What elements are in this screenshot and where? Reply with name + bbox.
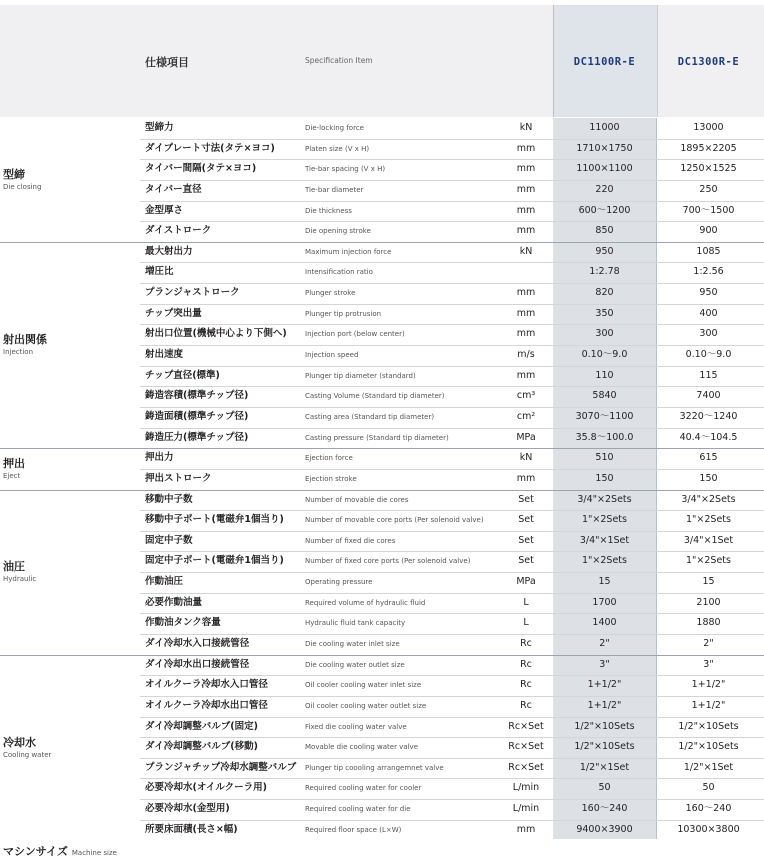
spec-item-jp: 型締力 <box>145 122 174 133</box>
spec-unit: kN <box>519 452 533 464</box>
spec-item-en: Plunger tip diameter (standard) <box>305 371 416 380</box>
model-dc1300r-e: DC1300R-E <box>677 56 740 68</box>
spec-unit: Rc <box>520 699 532 711</box>
spec-item-jp: 増圧比 <box>145 266 174 278</box>
value-dc1300r-e: 400 <box>699 307 718 319</box>
value-dc1300r-e: 1/2"×10Sets <box>678 720 739 732</box>
value-dc1300r-e: 1/2"×10Sets <box>678 741 739 753</box>
spec-unit: mm <box>516 472 536 484</box>
value-dc1300r-e: 1+1/2" <box>691 679 726 691</box>
table-row <box>140 469 764 490</box>
table-row <box>140 407 764 428</box>
spec-item-jp: ダイ冷却水出口接続管径 <box>145 658 250 670</box>
spec-unit: Rc×Set <box>508 761 544 773</box>
spec-unit: mm <box>516 225 536 237</box>
spec-unit: mm <box>516 142 536 154</box>
spec-item-en: Die thickness <box>305 206 352 215</box>
value-dc1100r-e: 110 <box>595 369 614 381</box>
table-row <box>140 572 764 593</box>
spec-item-en: Casting Volume (Standard tip diameter) <box>305 392 445 401</box>
value-dc1300r-e: 615 <box>699 452 718 464</box>
value-dc1100r-e: 160～240 <box>581 803 628 815</box>
spec-unit: L/min <box>512 803 540 815</box>
value-dc1100r-e: 35.8～100.0 <box>575 431 634 443</box>
spec-item-en: Fixed die cooling water valve <box>305 722 407 731</box>
value-dc1100r-e: 1/2"×10Sets <box>574 720 635 732</box>
value-dc1100r-e: 350 <box>595 307 614 319</box>
group-label <box>3 455 25 480</box>
spec-unit: mm <box>516 823 536 835</box>
value-dc1300r-e: 900 <box>699 225 718 237</box>
group-label-en: Cooling water <box>3 750 52 759</box>
value-dc1300r-e: 1895×2205 <box>680 142 737 154</box>
table-row <box>140 242 764 263</box>
spec-item-jp: 射出口位置(機械中心より下側へ) <box>145 328 287 340</box>
table-row <box>140 386 764 407</box>
spec-unit: Rc <box>520 679 532 691</box>
spec-unit: MPa <box>516 431 536 443</box>
spec-item-en: Injection speed <box>305 351 359 360</box>
spec-unit: Set <box>518 555 534 567</box>
spec-item-en: Casting pressure (Standard tip diameter) <box>305 433 449 442</box>
value-dc1100r-e: 1/2"×1Set <box>579 761 630 773</box>
spec-item-en: Platen size (V x H) <box>305 144 370 153</box>
table-row <box>140 696 764 717</box>
spec-item-jp: チップ直径(標準) <box>145 369 220 381</box>
value-dc1100r-e: 1700 <box>592 596 617 608</box>
group-label-en: Die closing <box>3 182 42 191</box>
spec-item-jp: 必要冷却水(金型用) <box>145 803 230 815</box>
spec-item-en: Oil cooler cooling water inlet size <box>305 681 422 690</box>
spec-item-jp: 金型厚さ <box>145 204 184 216</box>
spec-item-jp: 鋳造圧力(標準チップ径) <box>145 431 249 443</box>
table-row <box>140 737 764 758</box>
value-dc1100r-e: 9400×3900 <box>576 823 633 835</box>
table-row <box>140 139 764 160</box>
group-label <box>3 734 51 759</box>
value-dc1300r-e: 10300×3800 <box>677 823 740 835</box>
value-dc1300r-e: 7400 <box>696 390 721 402</box>
value-dc1300r-e: 150 <box>699 472 718 484</box>
spec-item-jp: 押出ストローク <box>145 472 212 484</box>
value-dc1100r-e: 50 <box>598 782 611 794</box>
group-label-en: Eject <box>3 471 21 480</box>
spec-item-en: Movable die cooling water valve <box>305 743 418 752</box>
spec-item-jp: 移動中子数 <box>145 493 193 505</box>
group-label-jp: 押出 <box>3 456 25 470</box>
value-dc1300r-e: 3/4"×1Set <box>683 534 734 546</box>
value-dc1300r-e: 40.4～104.5 <box>679 431 738 443</box>
value-dc1100r-e: 3070～1100 <box>575 410 634 422</box>
value-dc1300r-e: 1:2.56 <box>693 266 724 278</box>
spec-unit: mm <box>516 369 536 381</box>
table-row <box>140 180 764 201</box>
spec-item-en: Operating pressure <box>305 578 373 587</box>
value-dc1100r-e: 1"×2Sets <box>582 555 627 567</box>
spec-item-en: Intensification ratio <box>305 268 373 277</box>
value-dc1100r-e: 950 <box>595 245 614 257</box>
spec-item-jp: 移動中子ポート(電磁弁1個当り) <box>145 514 284 526</box>
table-row <box>140 118 764 139</box>
table-row <box>140 531 764 552</box>
value-dc1100r-e: 820 <box>595 287 614 299</box>
spec-item-jp: ダイストローク <box>145 225 212 237</box>
table-row <box>140 366 764 387</box>
spec-item-jp: 鋳造面積(標準チップ径) <box>145 410 249 422</box>
table-row <box>140 283 764 304</box>
spec-unit: L/min <box>512 782 540 794</box>
value-dc1300r-e: 1+1/2" <box>691 699 726 711</box>
value-dc1100r-e: 1:2.78 <box>589 266 620 278</box>
group-label <box>3 558 36 583</box>
table-row <box>140 201 764 222</box>
value-dc1300r-e: 1/2"×1Set <box>683 761 734 773</box>
spec-item-jp: 鋳造容積(標準チップ径) <box>145 390 249 402</box>
spec-item-en: Die cooling water outlet size <box>305 660 405 669</box>
spec-item-en: Number of fixed core ports (Per solenoid valve) <box>305 557 471 566</box>
table-row <box>140 593 764 614</box>
value-dc1300r-e: 1"×2Sets <box>686 555 731 567</box>
spec-unit: kN <box>519 122 533 133</box>
value-dc1300r-e: 2100 <box>696 596 721 608</box>
spec-unit: Set <box>518 493 534 505</box>
table-row <box>140 758 764 779</box>
table-row <box>140 221 764 242</box>
spec-unit: mm <box>516 328 536 340</box>
spec-item-jp: 射出速度 <box>145 349 184 361</box>
value-dc1300r-e: 160～240 <box>685 803 732 815</box>
value-dc1300r-e: 300 <box>699 328 718 340</box>
value-dc1100r-e: 3" <box>599 658 610 670</box>
spec-unit: mm <box>516 307 536 319</box>
table-row <box>140 345 764 366</box>
value-dc1100r-e: 300 <box>595 328 614 340</box>
value-dc1100r-e: 150 <box>595 472 614 484</box>
value-dc1100r-e: 1+1/2" <box>587 699 622 711</box>
spec-unit: cm² <box>516 410 536 422</box>
value-dc1100r-e: 600～1200 <box>578 204 631 216</box>
spec-unit: mm <box>516 163 536 175</box>
value-dc1300r-e: 2" <box>703 638 714 649</box>
table-row <box>140 820 764 841</box>
spec-item-jp: オイルクーラ冷却水入口管径 <box>145 679 268 691</box>
spec-unit: kN <box>519 245 533 257</box>
spec-item-en: Maximum injection force <box>305 247 392 256</box>
value-dc1300r-e: 3" <box>703 658 714 670</box>
table-row <box>140 324 764 345</box>
spec-unit: L <box>523 617 529 629</box>
spec-item-en: Required cooling water for cooler <box>305 784 422 793</box>
value-dc1300r-e: 3/4"×2Sets <box>681 493 736 505</box>
table-row <box>140 675 764 696</box>
spec-item-en: Die-locking force <box>305 124 364 132</box>
spec-unit: L <box>523 596 529 608</box>
value-dc1100r-e: 1/2"×10Sets <box>574 741 635 753</box>
value-dc1100r-e: 1"×2Sets <box>582 514 627 526</box>
group-label-en: Injection <box>3 348 34 357</box>
spec-unit: MPa <box>516 576 536 588</box>
group-label-jp: 射出関係 <box>3 333 47 347</box>
spec-item-jp: チップ突出量 <box>145 307 202 319</box>
value-dc1300r-e: 1085 <box>696 245 721 257</box>
spec-item-en: Ejection stroke <box>305 474 357 483</box>
spec-unit: Rc <box>520 658 532 670</box>
value-dc1100r-e: 220 <box>595 183 614 195</box>
group-label <box>3 331 47 356</box>
spec-item-jp: 作動油圧 <box>145 576 184 588</box>
value-dc1100r-e: 1100×1100 <box>576 163 633 175</box>
table-row <box>140 262 764 283</box>
value-dc1100r-e: 11000 <box>589 122 620 133</box>
spec-unit: mm <box>516 287 536 299</box>
spec-item-jp: 固定中子ポート(電磁弁1個当り) <box>145 555 284 567</box>
spec-item-en: Required volume of hydraulic fluid <box>305 598 426 607</box>
value-dc1100r-e: 850 <box>595 225 614 237</box>
table-row <box>140 551 764 572</box>
spec-item-jp: 押出力 <box>145 452 174 464</box>
spec-item-en: Tie-bar diameter <box>305 185 364 194</box>
spec-item-en: Casting area (Standard tip diameter) <box>305 412 435 421</box>
value-dc1100r-e: 3/4"×1Set <box>579 534 630 546</box>
value-dc1300r-e: 15 <box>702 576 715 588</box>
spec-item-en: Number of movable die cores <box>305 495 409 504</box>
value-dc1300r-e: 3220～1240 <box>679 410 738 422</box>
spec-item-jp: 最大射出力 <box>145 245 193 257</box>
value-dc1300r-e: 0.10～9.0 <box>685 349 732 361</box>
spec-unit: cm³ <box>516 390 536 402</box>
spec-item-en: Ejection force <box>305 454 353 463</box>
table-row <box>140 778 764 799</box>
table-row <box>140 655 764 676</box>
spec-item-en: Die opening stroke <box>305 227 371 236</box>
table-row <box>140 159 764 180</box>
value-dc1300r-e: 115 <box>699 369 718 381</box>
value-dc1100r-e: 1710×1750 <box>576 142 633 154</box>
group-label-jp: マシンサイズ <box>3 845 68 859</box>
value-dc1100r-e: 1400 <box>592 617 617 629</box>
spec-item-en: Hydraulic fluid tank capacity <box>305 619 406 628</box>
value-dc1300r-e: 700～1500 <box>682 204 735 216</box>
spec-item-jp: 固定中子数 <box>145 534 193 546</box>
spec-item-en: Plunger tip coooling arrangemnet valve <box>305 763 444 772</box>
table-row <box>140 510 764 531</box>
group-label <box>3 840 117 861</box>
group-label <box>3 166 41 191</box>
group-label-en: Hydraulic <box>3 575 37 584</box>
spec-unit: mm <box>516 183 536 195</box>
value-dc1300r-e: 13000 <box>693 122 724 133</box>
spec-item-jp: 作動油タンク容量 <box>145 617 221 629</box>
spec-unit: Set <box>518 514 534 526</box>
header-item-jp: 仕様項目 <box>145 56 189 69</box>
spec-item-en: Oil cooler cooling water outlet size <box>305 701 427 710</box>
spec-item-en: Plunger tip protrusion <box>305 309 382 318</box>
value-dc1100r-e: 510 <box>595 452 614 464</box>
value-dc1100r-e: 5840 <box>592 390 617 402</box>
spec-unit: Set <box>518 534 534 546</box>
spec-item-jp: プランジャストローク <box>145 287 240 299</box>
model-dc1100r-e: DC1100R-E <box>573 56 636 68</box>
value-dc1100r-e: 15 <box>598 576 611 588</box>
spec-item-jp: 必要冷却水(オイルクーラ用) <box>145 782 268 794</box>
spec-unit: Rc×Set <box>508 741 544 753</box>
value-dc1300r-e: 1880 <box>696 617 721 629</box>
spec-item-en: Required cooling water for die <box>305 805 411 814</box>
spec-item-en: Injection port (below center) <box>305 330 405 339</box>
spec-item-en: Tie-bar spacing (V x H) <box>305 165 386 174</box>
table-row <box>140 490 764 511</box>
spec-item-en: Plunger stroke <box>305 289 356 298</box>
table-row <box>140 717 764 738</box>
spec-item-jp: ダイプレート寸法(タテ×ヨコ) <box>145 142 275 154</box>
spec-item-jp: ダイ冷却水入口接続管径 <box>145 638 250 649</box>
value-dc1100r-e: 3/4"×2Sets <box>577 493 632 505</box>
group-label-jp: 冷却水 <box>3 735 36 749</box>
table-row <box>140 613 764 634</box>
value-dc1300r-e: 50 <box>702 782 715 794</box>
spec-item-jp: オイルクーラ冷却水出口管径 <box>145 699 268 711</box>
table-row <box>140 304 764 325</box>
group-label-en: Machine size <box>71 849 117 858</box>
spec-item-jp: タイバー直径 <box>145 183 202 195</box>
spec-item-en: Required floor space (L×W) <box>305 825 402 834</box>
spec-item-en: Number of fixed die cores <box>305 536 396 545</box>
header-item-en: Specification Item <box>305 56 373 65</box>
spec-unit: mm <box>516 204 536 216</box>
value-dc1300r-e: 1250×1525 <box>680 163 737 175</box>
spec-item-jp: 所要床面積(長さ×幅) <box>145 823 238 835</box>
table-row <box>140 634 764 655</box>
spec-item-en: Number of movable core ports (Per solenoid valve) <box>305 516 484 525</box>
spec-unit <box>502 262 550 283</box>
value-dc1300r-e: 250 <box>699 183 718 195</box>
spec-item-jp: ダイ冷却調整バルブ(固定) <box>145 720 258 732</box>
spec-unit: m/s <box>517 349 535 361</box>
spec-item-jp: 必要作動油量 <box>145 596 203 608</box>
spec-item-jp: タイバー間隔(タテ×ヨコ) <box>145 163 257 175</box>
value-dc1100r-e: 0.10～9.0 <box>581 349 628 361</box>
spec-item-en: Die cooling water inlet size <box>305 640 400 648</box>
spec-unit: Rc <box>520 638 532 649</box>
value-dc1100r-e: 2" <box>599 638 610 649</box>
group-label-jp: 型締 <box>3 167 25 181</box>
spec-unit: Rc×Set <box>508 720 544 732</box>
spec-item-jp: ダイ冷却調整バルブ(移動) <box>145 741 258 753</box>
table-row <box>140 428 764 449</box>
value-dc1300r-e: 950 <box>699 287 718 299</box>
table-row <box>140 799 764 820</box>
table-row <box>140 448 764 469</box>
spec-item-jp: プランジャチップ冷却水調整バルブ <box>145 761 297 773</box>
group-label-jp: 油圧 <box>3 560 25 574</box>
value-dc1300r-e: 1"×2Sets <box>686 514 731 526</box>
value-dc1100r-e: 1+1/2" <box>587 679 622 691</box>
